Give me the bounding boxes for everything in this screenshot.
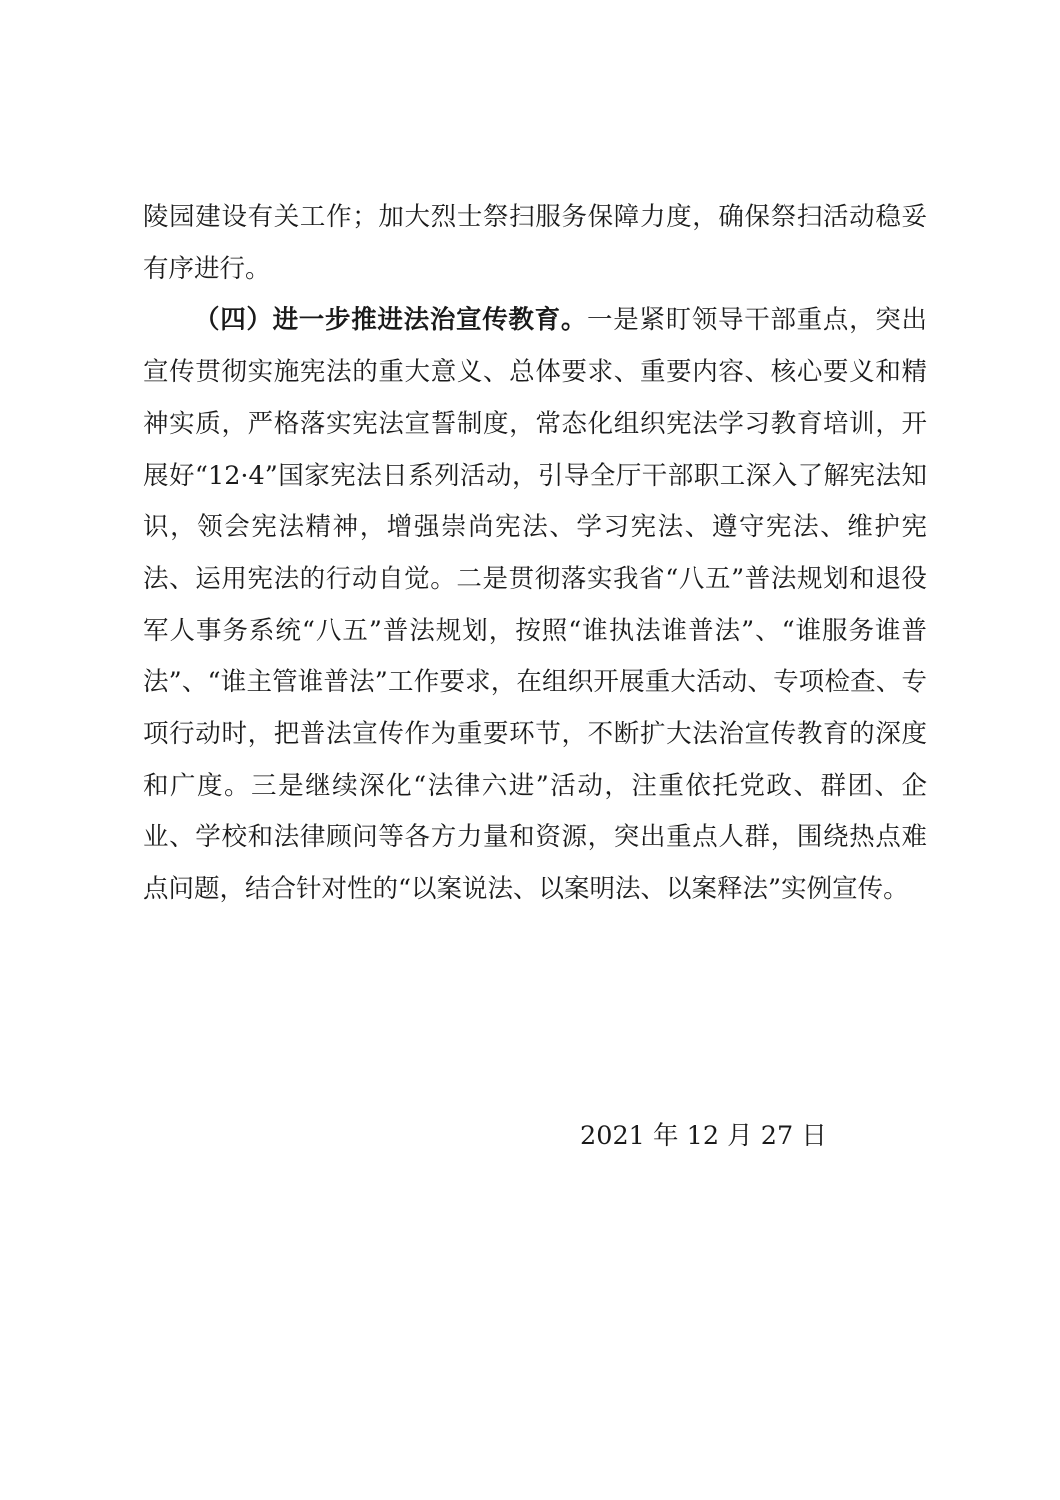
section-four-body: 一是紧盯领导干部重点，突出宣传贯彻实施宪法的重大意义、总体要求、重要内容、核心要义和精神实质，严格落实宪法宣誓制度，常态化组织宪法学习教育培训，开展好“12·4”国家宪法日系列活动，引导全厅干部职工深入了解宪法知识，领会宪法精神，增强崇尚宪法、学习宪法、遵守宪法、维护宪法、运用宪法的行动自觉。二是贯彻落实我省“八五”普法规划和退役军人事务系统“八五”普法规划，按照“谁执法谁普法”、“谁服务谁普法”、“谁主管谁普法”工作要求，在组织开展重大活动、专项检查、专项行动时，把普法宣传作为重要环节，不断扩大法治宣传教育的深度和广度。三是继续深化“法律六进”活动，注重依托党政、群团、企业、学校和法律顾问等各方力量和资源，突出重点人群，围绕热点难点问题，结合针对性的“以案说法、以案明法、以案释法”实例宣传。 [143,305,927,905]
section-four-heading: （四）进一步推进法治宣传教育。 [194,305,588,336]
document-date: 2021 年 12 月 27 日 [580,1121,827,1151]
document-body [143,192,927,916]
section-four-paragraph [143,295,927,915]
continued-paragraph: 陵园建设有关工作；加大烈士祭扫服务保障力度，确保祭扫活动稳妥有序进行。 [143,202,927,284]
